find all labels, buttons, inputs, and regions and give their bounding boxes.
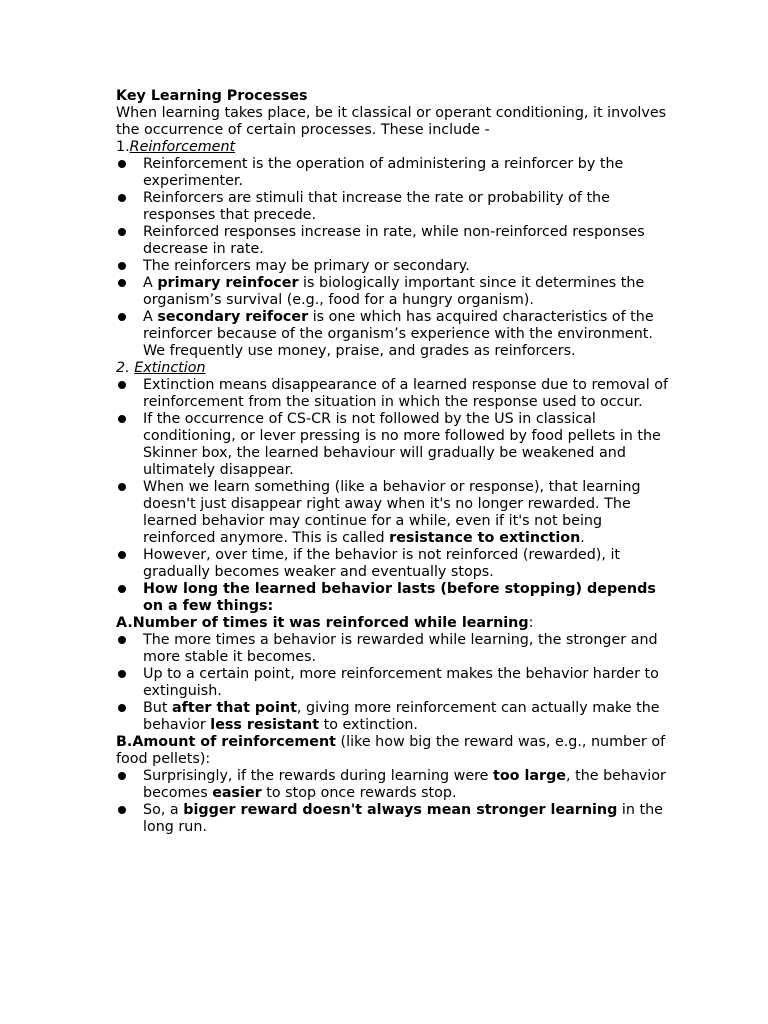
extinction-list — [116, 377, 676, 615]
section-heading-reinforcement — [116, 139, 676, 156]
list-item: The reinforcers may be primary or secondary. — [116, 258, 676, 275]
list-item: If the occurrence of CS-CR is not followed by the US in classical conditioning, or lever pressing is no more followed by food pellets in the Skinner box, the learned behaviour will gradually be weakened and ultimately disappear. — [116, 411, 676, 479]
list-item: A primary reinfocer is biologically important since it determines the organism’s survival (e.g., food for a hungry organism). — [116, 275, 676, 309]
document-title: Key Learning Processes — [116, 88, 308, 104]
section-number: 2. — [116, 360, 135, 376]
section-title: Extinction — [134, 360, 206, 376]
document-page — [116, 88, 676, 836]
list-item: Reinforcement is the operation of administering a reinforcer by the experimenter. — [116, 156, 676, 190]
list-item: How long the learned behavior lasts (before stopping) depends on a few things: — [116, 581, 676, 615]
intro-paragraph: When learning takes place, be it classical or operant conditioning, it involves the occurrence of certain processes. These include - — [116, 105, 667, 138]
list-item: Reinforcers are stimuli that increase the rate or probability of the responses that precede. — [116, 190, 676, 224]
list-item: When we learn something (like a behavior or response), that learning doesn't just disappear right away when it's no longer rewarded. The learned behavior may continue for a while, even if it's not being reinforced anymore. This is called resistance to extinction. — [116, 479, 676, 547]
list-item: Extinction means disappearance of a learned response due to removal of reinforcement from the situation in which the response used to occur. — [116, 377, 676, 411]
list-item: A secondary reifocer is one which has acquired characteristics of the reinforcer because of the organism’s experience with the environment. We frequently use money, praise, and grades as reinforcers. — [116, 309, 676, 360]
subsection-a-list — [116, 632, 676, 734]
list-item: However, over time, if the behavior is not reinforced (rewarded), it gradually becomes weaker and eventually stops. — [116, 547, 676, 581]
list-item: Up to a certain point, more reinforcement makes the behavior harder to extinguish. — [116, 666, 676, 700]
list-item: So, a bigger reward doesn't always mean stronger learning in the long run. — [116, 802, 676, 836]
list-item: Surprisingly, if the rewards during learning were too large, the behavior becomes easier to stop once rewards stop. — [116, 768, 676, 802]
list-item: Reinforced responses increase in rate, while non-reinforced responses decrease in rate. — [116, 224, 676, 258]
list-item: The more times a behavior is rewarded while learning, the stronger and more stable it becomes. — [116, 632, 676, 666]
subsection-heading-a: A.Number of times it was reinforced while learning: — [116, 615, 534, 631]
subsection-b-list — [116, 768, 676, 836]
list-item: But after that point, giving more reinforcement can actually make the behavior less resistant to extinction. — [116, 700, 676, 734]
subsection-heading-b: B.Amount of reinforcement (like how big the reward was, e.g., number of food pellets): — [116, 734, 666, 767]
section-number: 1. — [116, 139, 130, 155]
reinforcement-list — [116, 156, 676, 360]
section-heading-extinction — [116, 360, 676, 377]
section-title: Reinforcement — [129, 139, 236, 155]
